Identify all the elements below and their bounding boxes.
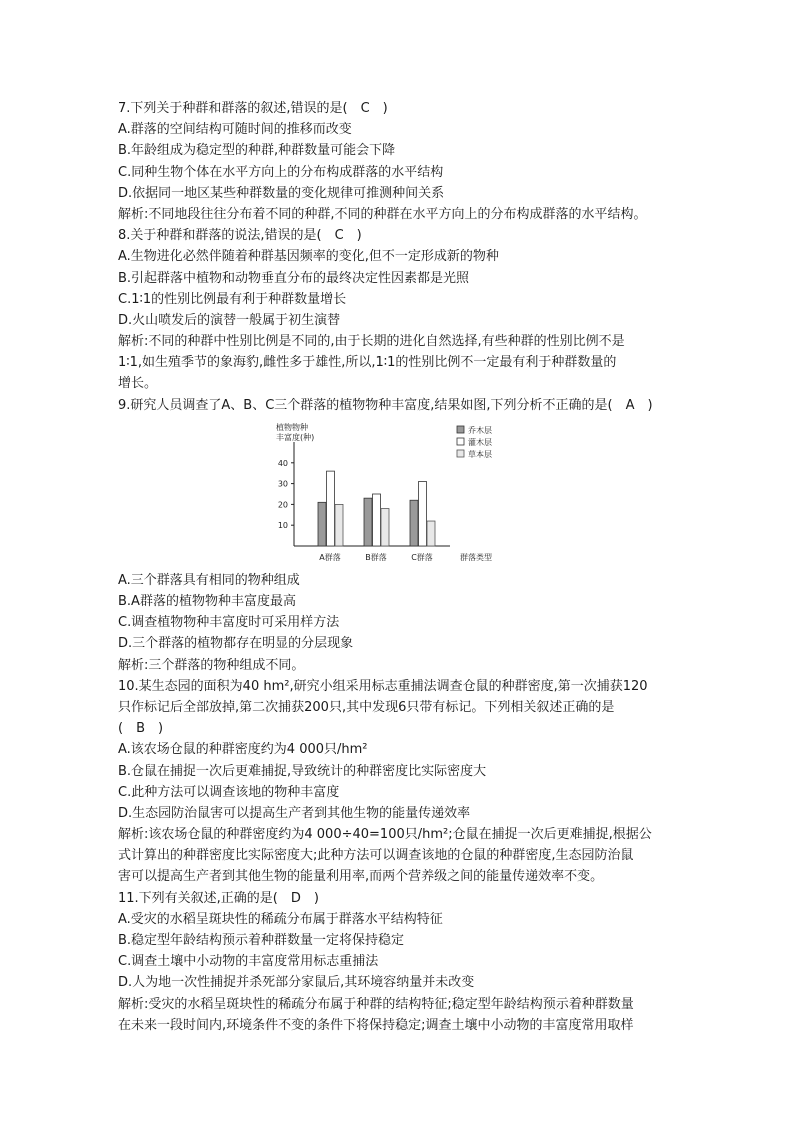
analysis-10-line-1: 解析:该农场仓鼠的种群密度约为4 000÷40=100只/hm²;仓鼠在捕捉一次后更难捕捉,根据公 — [118, 827, 652, 843]
option-9c: C.调查植物物种丰富度时可采用样方法 — [118, 615, 340, 631]
analysis-8-line-3: 增长。 — [118, 376, 158, 392]
option-7b: B.年龄组成为稳定型的种群,种群数量可能会下降 — [118, 143, 396, 159]
option-11a: A.受灾的水稻呈斑块性的稀疏分布属于群落水平结构特征 — [118, 911, 443, 927]
document-page — [118, 98, 684, 1036]
analysis-7: 解析:不同地段往往分布着不同的种群,不同的种群在水平方向上的分布构成群落的水平结构。 — [118, 206, 647, 222]
option-11c: C.调查土壤中小动物的丰富度常用标志重捕法 — [118, 954, 379, 970]
bar — [410, 500, 418, 546]
option-8a: A.生物进化必然伴随着种群基因频率的变化,但不一定形成新的物种 — [118, 249, 499, 265]
option-8b: B.引起群落中植物和动物垂直分布的最终决定性因素都是光照 — [118, 270, 470, 286]
category-labels — [319, 552, 433, 562]
bar — [419, 481, 427, 545]
option-10d: D.生态园防治鼠害可以提高生产者到其他生物的能量传递效率 — [118, 805, 471, 821]
question-10-stem-line-1: 10.某生态园的面积为40 hm²,研究小组采用标志重捕法调查仓鼠的种群密度,第一次捕获120 — [118, 678, 648, 694]
y-tick-label: 10 — [277, 521, 288, 531]
y-axis-label-line-1: 植物物种 — [276, 422, 308, 432]
bar — [373, 494, 381, 546]
y-tick-label: 20 — [277, 500, 288, 510]
bar — [318, 502, 326, 546]
analysis-11-line-1: 解析:受灾的水稻呈斑块性的稀疏分布属于种群的结构特征;稳定型年龄结构预示着种群数量 — [118, 996, 634, 1012]
question-9-stem: 9.研究人员调查了A、B、C三个群落的植物物种丰富度,结果如图,下列分析不正确的是( A ) — [118, 397, 653, 413]
question-10-stem-line-2: 只作标记后全部放掉,第二次捕获200只,其中发现6只带有标记。下列相关叙述正确的是 — [118, 699, 615, 715]
option-9d: D.三个群落的植物都存在明显的分层现象 — [118, 636, 354, 652]
option-11b: B.稳定型年龄结构预示着种群数量一定将保持稳定 — [118, 933, 405, 948]
analysis-10-line-2: 式计算出的种群密度比实际密度大;此种方法可以调查该地的仓鼠的种群密度,生态园防治鼠 — [118, 848, 634, 864]
option-8d: D.火山喷发后的演替一般属于初生演替 — [118, 312, 341, 328]
option-8c: C.1∶1的性别比例最有利于种群数量增长 — [118, 291, 347, 307]
option-7c: C.同种生物个体在水平方向上的分布构成群落的水平结构 — [118, 164, 444, 180]
question-10-stem-line-3: ( B ) — [118, 721, 164, 737]
option-7a: A.群落的空间结构可随时间的推移而改变 — [118, 122, 352, 138]
question-11-stem: 11.下列有关叙述,正确的是( D ) — [118, 890, 319, 906]
bar — [335, 504, 343, 546]
y-tick-label: 40 — [277, 458, 288, 468]
question-7-stem: 7.下列关于种群和群落的叙述,错误的是( C ) — [118, 101, 388, 116]
option-10b: B.仓鼠在捕捉一次后更难捕捉,导致统计的种群密度比实际密度大 — [118, 763, 487, 779]
legend-label: 灌木层 — [468, 437, 492, 447]
y-tick-label: 30 — [277, 479, 288, 489]
legend-swatch — [457, 450, 464, 457]
x-axis-label: 群落类型 — [460, 552, 492, 562]
option-7d: D.依据同一地区某些种群数量的变化规律可推测种间关系 — [118, 185, 445, 201]
bar — [381, 508, 389, 545]
bar — [427, 521, 435, 546]
bar — [327, 471, 335, 546]
option-10a: A.该农场仓鼠的种群密度约为4 000只/hm² — [118, 742, 368, 758]
legend — [457, 425, 492, 459]
category-label: A群落 — [319, 552, 341, 562]
legend-label: 乔木层 — [468, 425, 492, 435]
option-11d: D.人为地一次性捕捉并杀死部分家鼠后,其环境容纳量并未改变 — [118, 975, 475, 991]
analysis-8-line-2: 1∶1,如生殖季节的象海豹,雌性多于雄性,所以,1∶1的性别比例不一定最有利于种群数量的 — [118, 355, 617, 371]
bar — [364, 498, 372, 546]
chart-svg — [118, 420, 684, 568]
y-axis-label-line-2: 丰富度(种) — [276, 432, 315, 442]
legend-swatch — [457, 426, 464, 433]
question-8-stem: 8.关于种群和群落的说法,错误的是( C ) — [118, 228, 362, 244]
bars — [318, 471, 435, 546]
richness-bar-chart — [118, 420, 684, 568]
category-label: C群落 — [411, 552, 433, 562]
analysis-10-line-3: 害可以提高生产者到其他生物的能量利用率,而两个营养级之间的能量传递效率不变。 — [118, 869, 604, 885]
option-9a: A.三个群落具有相同的物种组成 — [118, 572, 300, 588]
legend-label: 草本层 — [468, 449, 492, 459]
analysis-9: 解析:三个群落的物种组成不同。 — [118, 657, 305, 673]
option-10c: C.此种方法可以调查该地的物种丰富度 — [118, 784, 340, 800]
option-9b: B.A群落的植物物种丰富度最高 — [118, 594, 296, 609]
analysis-8-line-1: 解析:不同的种群中性别比例是不同的,由于长期的进化自然选择,有些种群的性别比例不是 — [118, 334, 625, 350]
analysis-11-line-2: 在未来一段时间内,环境条件不变的条件下将保持稳定;调查土壤中小动物的丰富度常用取样 — [118, 1017, 634, 1033]
category-label: B群落 — [365, 552, 387, 562]
legend-swatch — [457, 438, 464, 445]
y-ticks — [278, 459, 294, 530]
